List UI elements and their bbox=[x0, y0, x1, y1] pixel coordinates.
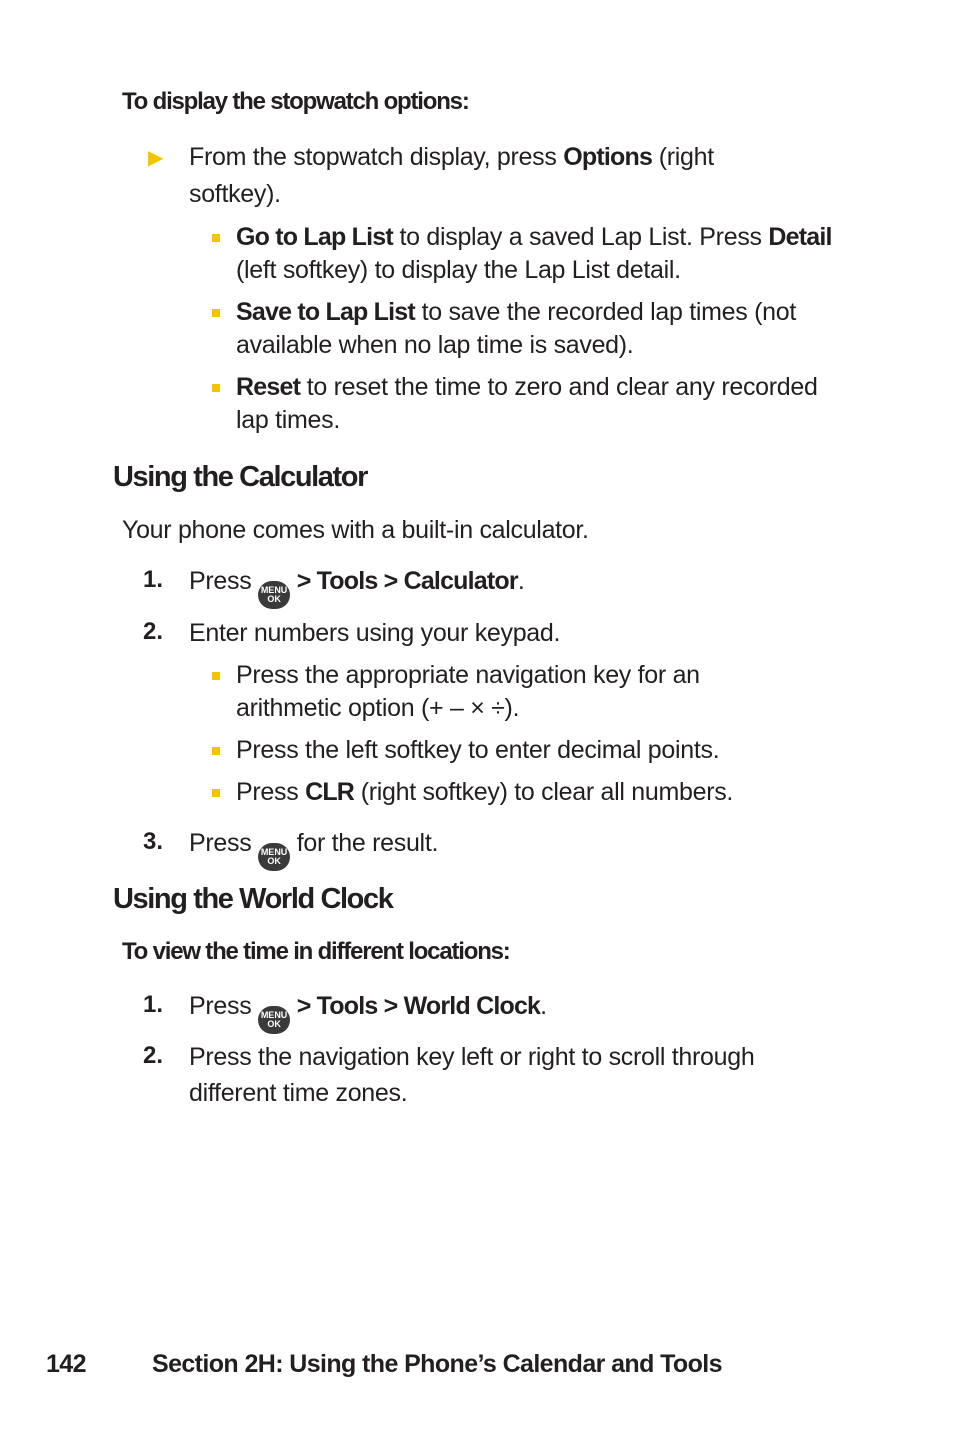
menu-path: > Tools > World Clock bbox=[296, 992, 541, 1020]
square-bullet-icon bbox=[212, 309, 220, 317]
save-to-lap-list-label: Save to Lap List bbox=[236, 298, 415, 326]
square-bullet-icon bbox=[212, 672, 220, 680]
square-bullet-icon bbox=[212, 789, 220, 797]
bullet-text-line2: (left softkey) to display the Lap List detail. bbox=[236, 256, 681, 284]
bullet-text-line2: lap times. bbox=[236, 406, 340, 434]
key-label-bottom: OK bbox=[267, 1019, 281, 1029]
world-clock-step-2-line2: different time zones. bbox=[189, 1079, 408, 1107]
menu-ok-key-icon bbox=[258, 843, 290, 871]
press-text: Press bbox=[189, 992, 259, 1020]
right-triangle-icon: ▶ bbox=[148, 147, 164, 169]
menu-path: > Tools > Calculator bbox=[296, 567, 518, 595]
world-clock-heading: Using the World Clock bbox=[113, 883, 393, 915]
bullet-reset bbox=[236, 370, 818, 404]
step-number: 3. bbox=[143, 828, 164, 855]
bullet-go-to-lap-list bbox=[236, 220, 832, 254]
bullet-text: (right softkey) to clear all numbers. bbox=[354, 778, 734, 806]
step-text-post: (right bbox=[652, 143, 714, 171]
bullet-text: to save the recorded lap times (not bbox=[414, 298, 796, 326]
calculator-step-1 bbox=[189, 564, 524, 609]
step-number: 1. bbox=[143, 566, 164, 593]
calculator-step-3 bbox=[189, 826, 438, 871]
step-text: From the stopwatch display, press bbox=[189, 143, 564, 171]
calc-bullet-1: Press the appropriate navigation key for an bbox=[236, 661, 700, 689]
section-title: Section 2H: Using the Phone’s Calendar and Tools bbox=[152, 1350, 722, 1378]
page-number: 142 bbox=[46, 1350, 86, 1378]
go-to-lap-list-label: Go to Lap List bbox=[236, 223, 393, 251]
step-number: 1. bbox=[143, 991, 164, 1018]
calculator-heading: Using the Calculator bbox=[113, 461, 367, 493]
step-number: 2. bbox=[143, 618, 164, 645]
calculator-step-2: Enter numbers using your keypad. bbox=[189, 619, 561, 647]
press-text: Press bbox=[189, 567, 259, 595]
press-text: Press bbox=[236, 778, 306, 806]
stopwatch-options-heading: To display the stopwatch options: bbox=[122, 88, 469, 115]
calc-bullet-3 bbox=[236, 775, 733, 809]
key-label-top: MENU bbox=[260, 847, 288, 857]
stopwatch-step-line2: softkey). bbox=[189, 180, 281, 208]
key-label-top: MENU bbox=[260, 585, 288, 595]
stopwatch-step bbox=[189, 140, 714, 174]
calculator-intro: Your phone comes with a built-in calculator. bbox=[122, 516, 589, 544]
world-clock-step-1 bbox=[189, 989, 547, 1034]
key-label-bottom: OK bbox=[267, 856, 281, 866]
square-bullet-icon bbox=[212, 747, 220, 755]
world-clock-subheading: To view the time in different locations: bbox=[122, 938, 510, 965]
bullet-text: to display a saved Lap List. Press bbox=[392, 223, 769, 251]
calc-bullet-1-line2: arithmetic option (+ – × ÷). bbox=[236, 694, 520, 722]
key-label-top: MENU bbox=[260, 1010, 288, 1020]
key-label-bottom: OK bbox=[267, 594, 281, 604]
step-number: 2. bbox=[143, 1042, 164, 1069]
square-bullet-icon bbox=[212, 234, 220, 242]
bullet-text: to reset the time to zero and clear any recorded bbox=[300, 373, 818, 401]
clr-label: CLR bbox=[305, 778, 355, 806]
bullet-text-line2: available when no lap time is saved). bbox=[236, 331, 634, 359]
press-text: Press bbox=[189, 829, 259, 857]
period: . bbox=[517, 567, 525, 595]
period: . bbox=[540, 992, 547, 1020]
calc-bullet-2: Press the left softkey to enter decimal points. bbox=[236, 736, 720, 764]
step-text: for the result. bbox=[290, 829, 439, 857]
options-softkey-label: Options bbox=[563, 143, 653, 171]
menu-ok-key-icon bbox=[258, 581, 290, 609]
square-bullet-icon bbox=[212, 384, 220, 392]
detail-label: Detail bbox=[768, 223, 832, 251]
bullet-save-to-lap-list bbox=[236, 295, 796, 329]
menu-ok-key-icon bbox=[258, 1006, 290, 1034]
reset-label: Reset bbox=[236, 373, 301, 401]
world-clock-step-2: Press the navigation key left or right to scroll through bbox=[189, 1043, 755, 1071]
